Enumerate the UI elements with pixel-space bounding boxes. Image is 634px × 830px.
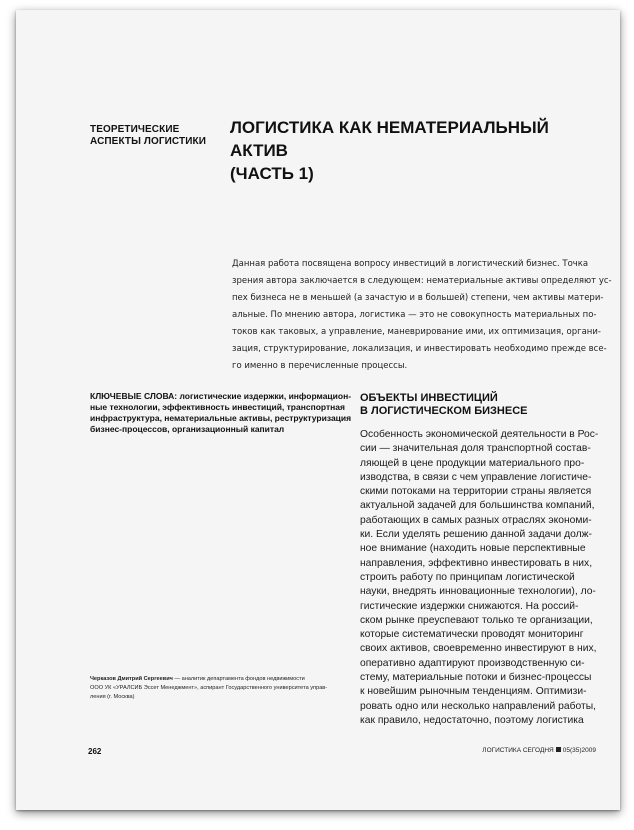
- section-heading: [360, 392, 600, 417]
- body-line: к новейшим рыночным тенденциям. Оптимизи-: [360, 686, 587, 698]
- author-note-line: ООО УК «УРАЛСИБ Эссет Менеджмент», аспирант Государственного университета управ-: [90, 685, 328, 691]
- body-line: работающих в самых разных отраслях экономи-: [360, 514, 592, 526]
- body-line: ное внимание (находить новые перспективные: [360, 543, 586, 555]
- author-note: [90, 675, 350, 702]
- section-label-line: ТЕОРЕТИЧЕСКИЕ: [90, 124, 180, 135]
- author-name: Черказов Дмитрий Сергеевич: [90, 676, 173, 682]
- body-line: ровать одно или несколько направлений работы,: [360, 700, 596, 712]
- abstract-line: зрения автора заключается в следующем: нематериальные активы определяют ус-: [232, 276, 612, 286]
- keywords-line: бизнес-процессов, организационный капитал: [90, 424, 285, 434]
- journal-name: ЛОГИСТИКА СЕГОДНЯ: [482, 747, 554, 754]
- section-heading-line: ОБЪЕКТЫ ИНВЕСТИЦИЙ: [360, 392, 498, 404]
- body-line: стему, материальные потоки и бизнес-процессы: [360, 672, 592, 684]
- abstract-line: зация, структурирование, локализация, и инвестировать необходимо прежде все-: [232, 344, 607, 354]
- body-line: актуальной задачей для большинства компаний,: [360, 500, 595, 512]
- article-title-line: ЛОГИСТИКА КАК НЕМАТЕРИАЛЬНЫЙ АКТИВ: [230, 118, 549, 160]
- body-line: направления, эффективно инвестировать в них,: [360, 557, 593, 569]
- section-label-line: АСПЕКТЫ ЛОГИСТИКИ: [90, 136, 206, 147]
- body-line: ки. Если уделять решению данной задачи долж-: [360, 529, 592, 541]
- keywords: [90, 391, 352, 435]
- body-line: ляющей в цене продукции материального про-: [360, 457, 585, 469]
- keywords-line: КЛЮЧЕВЫЕ СЛОВА: логистические издержки, информацион-: [90, 391, 352, 401]
- issue-number: 05(35)2009: [562, 747, 596, 754]
- body-line: сии — значительная доля транспортной состав-: [360, 443, 591, 455]
- page-number: 262: [88, 747, 102, 756]
- article-title-line: (ЧАСТЬ 1): [230, 164, 314, 183]
- body-line: гистические издержки снижаются. На россий-: [360, 600, 579, 612]
- body-line: изводства, в связи с чем управление логистиче-: [360, 471, 592, 483]
- abstract-line: пех бизнеса не в меньшей (а зачастую и в большей) степени, чем активы матери-: [232, 293, 604, 303]
- author-position: — аналитик департамента фондов недвижимости: [172, 676, 305, 682]
- article-title: [230, 116, 590, 185]
- running-footer: [482, 747, 596, 754]
- journal-page: [16, 10, 620, 810]
- keywords-line: инфраструктура, нематериальные активы, реструктуризация: [90, 413, 352, 423]
- body-line: оперативно адаптируют производственную си-: [360, 657, 585, 669]
- keywords-line: ные технологии, эффективность инвестиций, транспортная: [90, 402, 345, 412]
- body-line: скими потоками на территории страны является: [360, 486, 592, 498]
- abstract-line: го именно в перечисленные процессы.: [232, 361, 408, 371]
- square-separator-icon: [556, 747, 561, 752]
- body-line: Особенность экономической деятельности в Рос-: [360, 429, 599, 440]
- body-text: [360, 428, 608, 728]
- body-line: ском рынке преуспевают только те организации,: [360, 614, 593, 626]
- author-note-line: [90, 675, 350, 684]
- body-line: науки, внедрять инновационные технологии), ло-: [360, 586, 596, 598]
- author-note-line: ления (г. Москва): [90, 694, 135, 700]
- abstract: [232, 256, 612, 375]
- section-label: [90, 124, 215, 148]
- abstract-line: Данная работа посвящена вопросу инвестиций в логистический бизнес. Точка: [232, 259, 589, 269]
- body-line: своих активов, своевременно инвестируют в них,: [360, 643, 597, 655]
- section-heading-line: В ЛОГИСТИЧЕСКОМ БИЗНЕСЕ: [360, 404, 528, 417]
- abstract-line: альные. По мнению автора, логистика — это не совокупность материальных по-: [232, 310, 597, 320]
- body-line: как правило, недостаточно, поэтому логистика: [360, 714, 584, 726]
- body-line: строить работу по принципам логистической: [360, 571, 575, 583]
- abstract-line: токов как таковых, а управление, маневрирование ими, их оптимизация, органи-: [232, 327, 601, 337]
- body-line: которые систематически проводят мониторинг: [360, 629, 584, 641]
